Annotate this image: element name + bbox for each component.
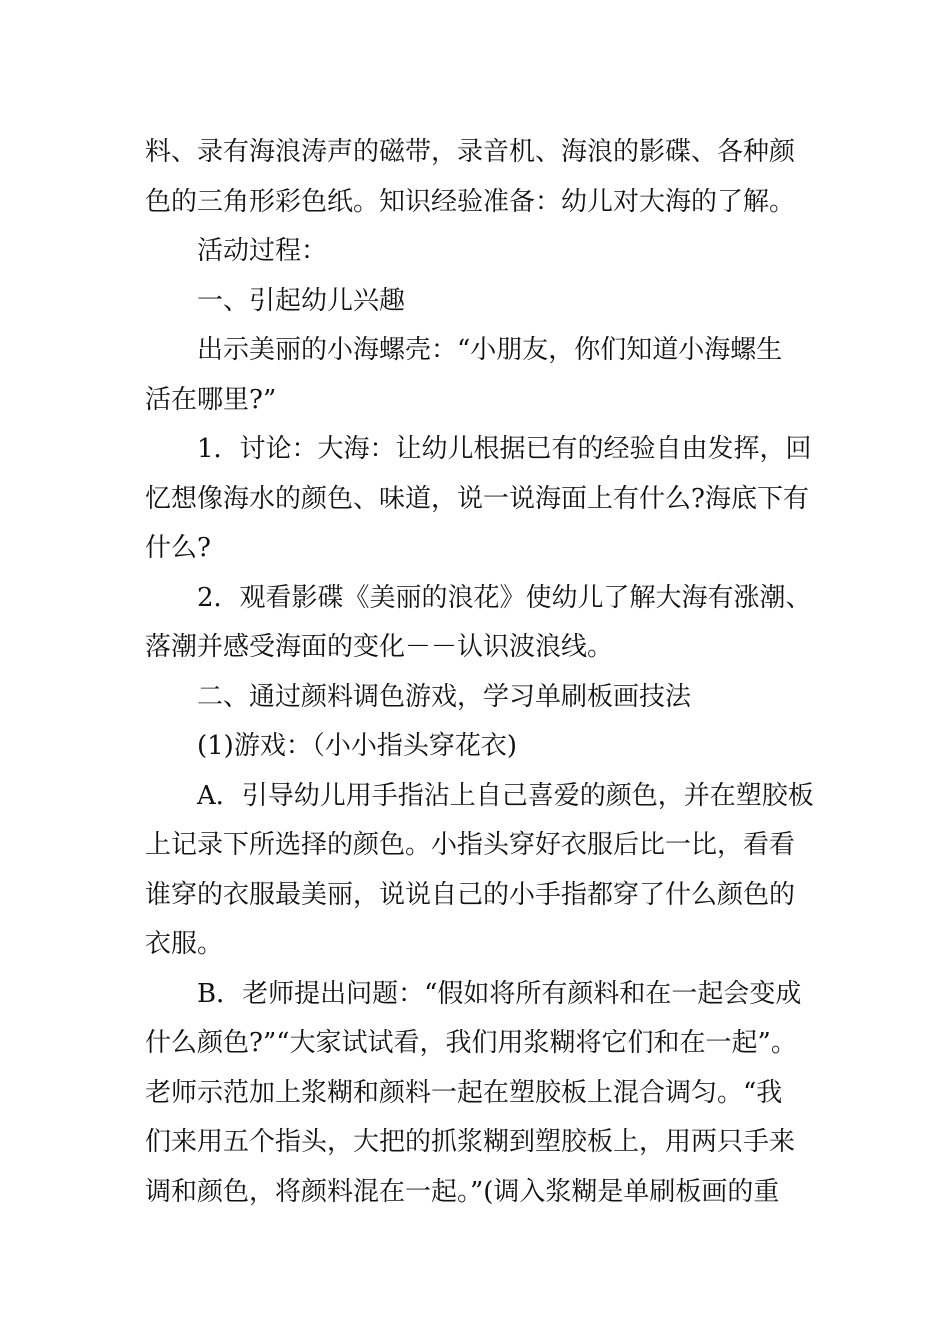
text-line: 1．讨论：大海：让幼儿根据已有的经验自由发挥，回 [197,434,812,464]
text-line: 2．观看影碟《美丽的浪花》使幼儿了解大海有涨潮、 [197,582,812,613]
text-line: A．引导幼儿用手指沾上自己喜爱的颜色，并在塑胶板 [197,780,814,811]
text-line: B．老师提出问题：“假如将所有颜料和在一起会变成 [197,978,802,1009]
text-line: 谁穿的衣服最美丽，说说自己的小手指都穿了什么颜色的 [145,879,796,910]
text-line: 色的三角形彩色纸。知识经验准备：幼儿对大海的了解。 [145,186,796,217]
text-line: 忆想像海水的颜色、味道，说一说海面上有什么?海底下有 [145,483,809,514]
text-line: 调和颜色，将颜料混在一起。”(调入浆糊是单刷板画的重 [145,1176,780,1207]
document-body [145,128,815,1217]
text-line: 活动过程： [197,236,328,266]
text-line: 活在哪里?” [145,384,277,415]
text-line: 什么? [145,533,211,563]
text-line: 衣服。 [145,929,224,959]
text-line: 上记录下所选择的颜色。小指头穿好衣服后比一比，看看 [145,830,796,860]
text-line: 出示美丽的小海螺壳：“小朋友，你们知道小海螺生 [197,335,783,365]
text-line: 们来用五个指头，大把的抓浆糊到塑胶板上，用两只手来 [145,1127,796,1157]
text-line: 老师示范加上浆糊和颜料一起在塑胶板上混合调匀。“我 [145,1077,783,1108]
text-line: 料、录有海浪涛声的磁带，录音机、海浪的影碟、各种颜 [145,137,796,167]
section-heading: 二、通过颜料调色游戏，学习单刷板画技法 [197,681,692,712]
text-line: (1)游戏：（小小指头穿花衣) [197,731,517,761]
text-line: 落潮并感受海面的变化－－认识波浪线。 [145,632,614,662]
text-line: 什么颜色?”“大家试试看，我们用浆糊将它们和在一起”。 [145,1028,797,1058]
section-heading: 一、引起幼儿兴趣 [197,285,406,316]
